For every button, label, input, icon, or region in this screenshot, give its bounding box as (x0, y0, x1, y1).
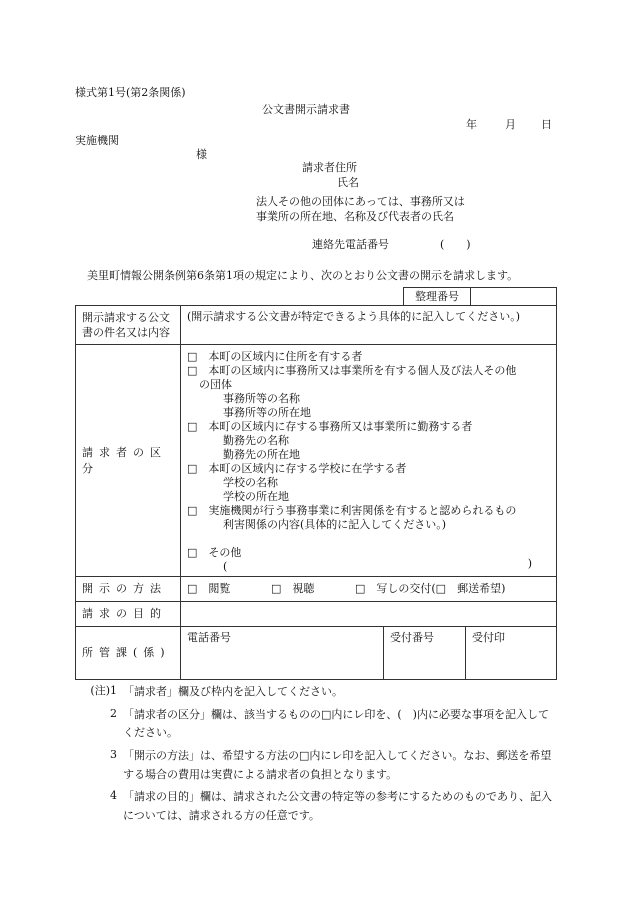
phone-number-label: 電話番号 (187, 631, 231, 644)
requester-address-label: 請求者住所 (302, 161, 357, 174)
requester-type-line[interactable]: □ 本町の区域内に存する学校に在学する者 (187, 462, 407, 475)
note-text: 「開示の方法」は、希望する方法の□内にレ印を記入してください。なお、郵送を希望する場合の費用は実費による請求者の負担となります。 (123, 749, 552, 781)
honorific: 様 (196, 148, 207, 161)
note-text: 「請求者」欄及び枠内を記入してください。 (123, 685, 343, 698)
note-number: 3 (110, 748, 117, 762)
method-label: 開示の方法 (76, 577, 181, 601)
note-text: 「請求の目的」欄は、請求された公文書の特定等の参考にするためのものであり、記入については、請求される方の任意です。 (123, 790, 552, 823)
ref-number-field[interactable] (471, 288, 556, 306)
receipt-number-cell[interactable] (384, 627, 466, 679)
requester-name-label: 氏名 (337, 176, 359, 189)
doc-title-label: 開示請求する公文書の件名又は内容 (76, 306, 181, 344)
requester-type-row (76, 344, 556, 576)
requester-type-line: 学校の名称 (223, 476, 278, 489)
phone-number-cell[interactable] (181, 627, 384, 679)
requester-type-line (187, 531, 550, 545)
note-number: 4 (110, 789, 117, 803)
method-row (76, 576, 556, 601)
dept-row (76, 626, 556, 679)
note-item (75, 788, 555, 825)
requester-type-label: 請求者の区分 (76, 345, 181, 576)
receipt-stamp-cell[interactable] (466, 627, 556, 679)
intro-text: 美里町情報公開条例第6条第1項の規定により、次のとおり公文書の開示を請求します。 (87, 269, 519, 282)
requester-type-line: 利害関係の内容(具体的に記入してください。) (223, 518, 447, 531)
requester-type-line: 勤務先の所在地 (223, 448, 300, 461)
requester-type-line: 事務所等の所在地 (223, 406, 311, 419)
method-option-view[interactable]: □ 閲覧 (187, 582, 231, 596)
requester-type-line: 勤務先の名称 (223, 434, 289, 447)
receipt-number-label: 受付番号 (390, 631, 434, 644)
phone-parens: ( ) (440, 238, 471, 251)
requester-type-line: ( (223, 560, 228, 573)
requester-type-line: の団体 (199, 378, 232, 391)
method-options (181, 577, 556, 601)
corp-note-2: 事業所の所在地、名称及び代表者の氏名 (256, 210, 454, 223)
ref-number-label: 整理番号 (404, 288, 471, 306)
request-table (75, 305, 557, 680)
requester-type-line: 事務所等の名称 (223, 392, 300, 405)
note-item (75, 706, 555, 743)
date-month: 月 (505, 118, 516, 131)
phone-label: 連絡先電話番号 (312, 238, 389, 251)
note-number: (注)1 (90, 684, 117, 697)
receipt-stamp-label: 受付印 (472, 631, 505, 644)
note-number: 2 (110, 706, 117, 720)
purpose-row (76, 601, 556, 626)
agency-label: 実施機関 (75, 134, 119, 147)
requester-type-options[interactable] (181, 345, 556, 576)
note-text: 「請求者の区分」欄は、該当するものの□内にレ印を、( )内に必要な事項を記入してください。 (123, 707, 549, 740)
purpose-label: 請求の目的 (76, 602, 181, 626)
corp-note-1: 法人その他の団体にあっては、事務所又は (256, 195, 465, 208)
method-option-copy[interactable]: □ 写しの交付(□ 郵送希望) (355, 582, 506, 596)
requester-type-line: 学校の所在地 (223, 490, 289, 503)
notes (75, 683, 555, 830)
requester-type-line[interactable]: □ 本町の区域内に事務所又は事業所を有する個人及び法人その他 (187, 364, 517, 377)
date-year: 年 (466, 118, 477, 131)
doc-title-field[interactable]: (開示請求する公文書が特定できるよう具体的に記入してください。) (187, 310, 521, 323)
other-close-paren: ) (527, 556, 532, 570)
form-number: 様式第1号(第2条関係) (75, 86, 186, 99)
doc-title-row (76, 306, 556, 344)
date-day: 日 (541, 118, 552, 131)
requester-type-line[interactable]: □ 本町の区域内に住所を有する者 (187, 350, 363, 363)
requester-type-line[interactable]: □ その他 (187, 546, 242, 559)
note-item (75, 683, 555, 702)
page-title: 公文書開示請求書 (262, 103, 350, 116)
requester-type-line[interactable]: □ 実施機関が行う事務事業に利害関係を有すると認められるもの (187, 504, 517, 517)
requester-type-line[interactable]: □ 本町の区域内に存する事務所又は事業所に勤務する者 (187, 420, 473, 433)
ref-number-box (403, 287, 557, 306)
note-item (75, 747, 555, 784)
method-option-listen[interactable]: □ 視聴 (271, 582, 315, 596)
purpose-field[interactable] (181, 602, 556, 626)
dept-label: 所管課(係) (76, 627, 181, 679)
